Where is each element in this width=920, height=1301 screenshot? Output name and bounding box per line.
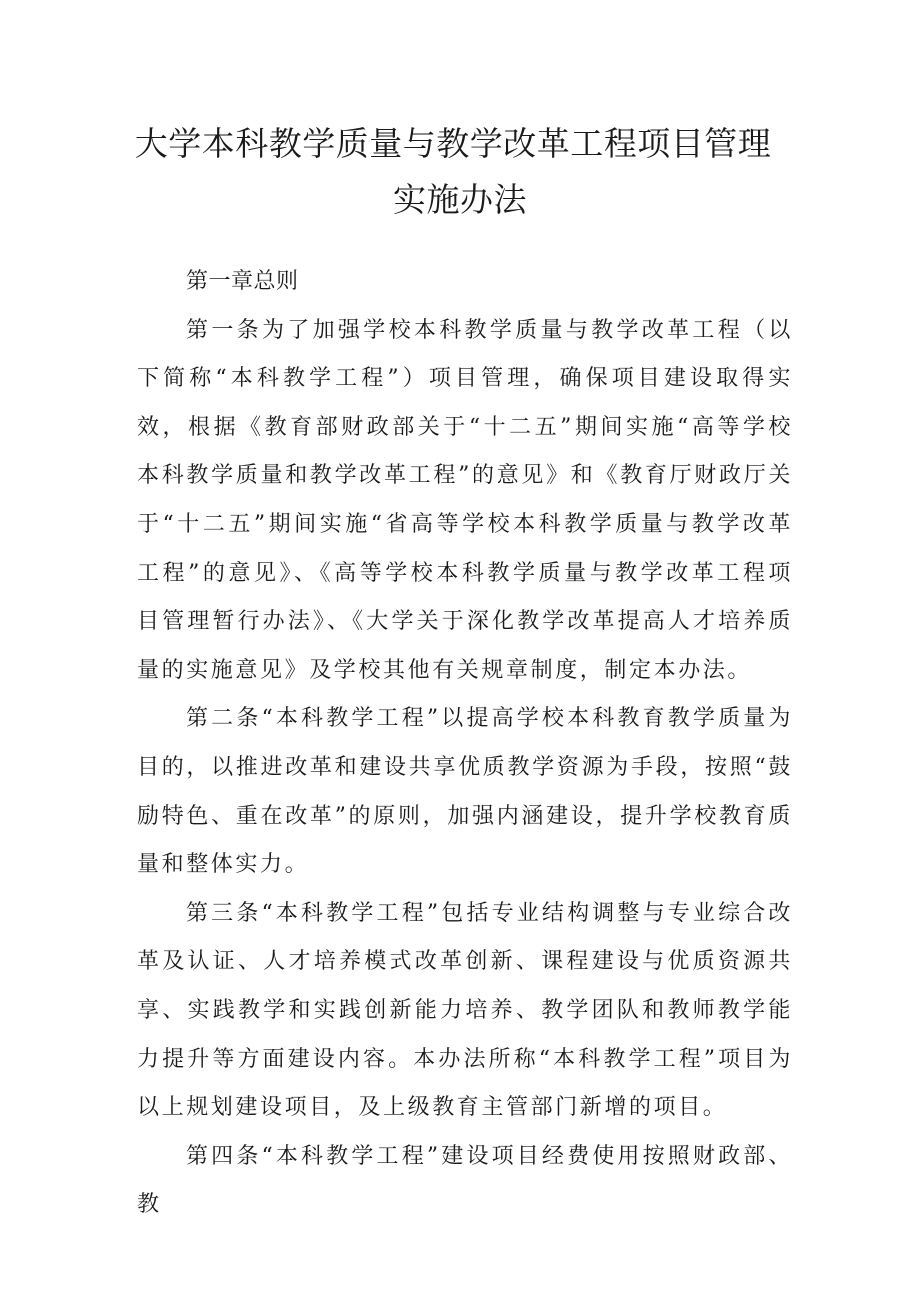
document-body [137, 258, 793, 1230]
document-title-line-2: 实施办法 [393, 180, 527, 219]
document-title-line-1: 大学本科教学质量与教学改革工程项目管理 [134, 124, 772, 163]
article-2: 第二条“本科教学工程”以提高学校本科教育教学质量为目的，以推进改革和建设共享优质教学资源为手段，按照“鼓励特色、重在改革”的原则，加强内涵建设，提升学校教育质量和整体实力。 [137, 706, 793, 878]
article-4: 第四条“本科教学工程”建设项目经费使用按照财政部、教 [137, 1143, 793, 1218]
chapter-heading: 第一章总则 [186, 269, 299, 294]
article-1: 第一条为了加强学校本科教学质量与教学改革工程（以下简称“本科教学工程”）项目管理，确保项目建设取得实效，根据《教育部财政部关于“十二五”期间实施“高等学校本科教学质量和教学改革工程”的意见》和《教育厅财政厅关于“十二五”期间实施“省高等学校本科教学质量与教学改革工程”的意见》、《高等学校本科教学质量与教学改革工程项目管理暂行办法》、《大学关于深化教学改革提高人才培养质量的实施意见》及学校其他有关规章制度，制定本办法。 [137, 317, 793, 683]
article-3: 第三条“本科教学工程”包括专业结构调整与专业综合改革及认证、人才培养模式改革创新、课程建设与优质资源共享、实践教学和实践创新能力培养、教学团队和教师教学能力提升等方面建设内容。本办法所称“本科教学工程”项目为以上规划建设项目，及上级教育主管部门新增的项目。 [137, 900, 793, 1121]
